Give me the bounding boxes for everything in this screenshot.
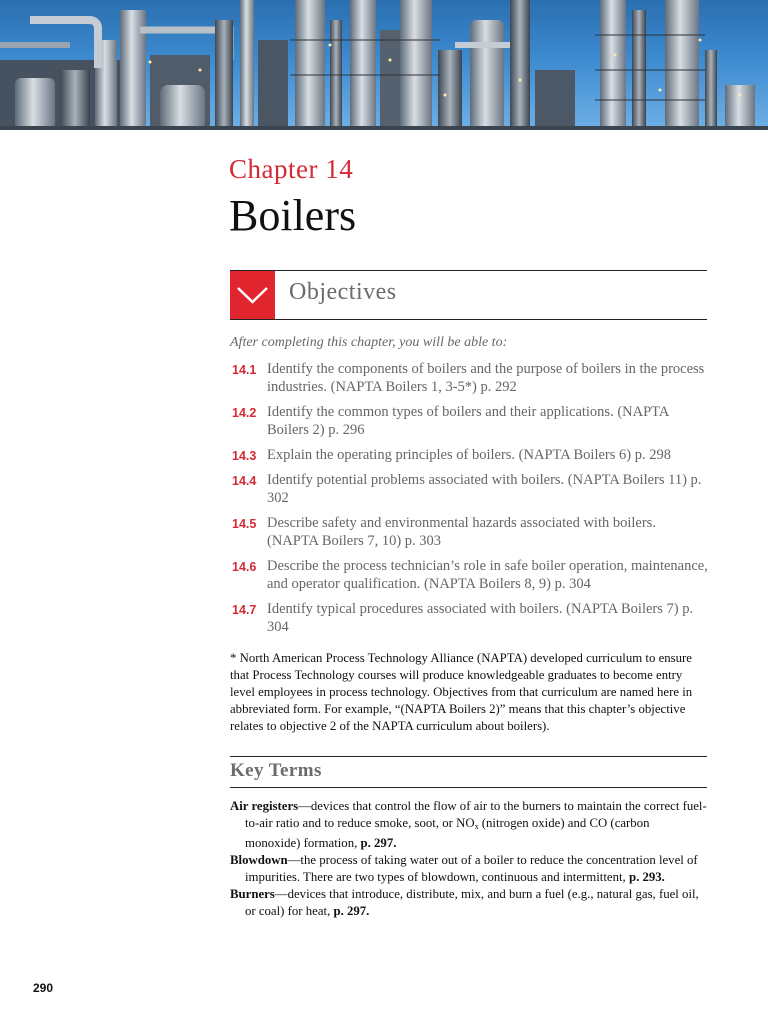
objective-text: Explain the operating principles of boilers. (NAPTA Boilers 6) p. 298: [267, 447, 671, 463]
header-banner-image: [0, 0, 768, 130]
key-term-page: p. 297.: [333, 904, 370, 918]
objective-number: 14.6: [232, 560, 257, 574]
objective-item: [230, 360, 710, 396]
objective-text: Identify typical procedures associated with boilers. (NAPTA Boilers 7) p. 304: [267, 601, 694, 635]
objective-item: [230, 557, 710, 593]
key-term-page: p. 293.: [628, 870, 665, 884]
objective-item: [230, 514, 710, 550]
objective-number: 14.3: [232, 449, 257, 463]
key-term-name: Blowdown: [230, 853, 288, 867]
chevron-down-icon: [230, 271, 275, 319]
chapter-title: Boilers: [229, 191, 357, 240]
key-term-definition: —the process of taking water out of a boiler to reduce the concentration level of impurities. There are two types of blowdown, continuous and intermittent,: [245, 853, 698, 884]
objective-number: 14.1: [232, 363, 257, 377]
objectives-list: [230, 360, 710, 643]
objective-text: Describe safety and environmental hazards associated with boilers. (NAPTA Boilers 7, 10) p. 303: [267, 515, 656, 549]
objective-item: [230, 600, 710, 636]
napta-footnote: * North American Process Technology Alliance (NAPTA) developed curriculum to ensure that Process Technology courses will produce knowledgeable graduates to become entry level employees in process technology. Objectives from that curriculum are named here in abbreviated form. For example, “(NAPTA Boilers 2)” means that this chapter’s objective relates to objective 2 of the NAPTA curriculum about boilers).: [230, 651, 693, 733]
objective-number: 14.2: [232, 406, 257, 420]
chapter-number: Chapter 14: [229, 154, 354, 184]
objective-text: Describe the process technician’s role in safe boiler operation, maintenance, and operator qualification. (NAPTA Boilers 8, 9) p. 304: [267, 558, 708, 592]
key-term-definition: —devices that control the flow of air to the burners to maintain the correct fuel-to-air ratio and to reduce smoke, soot, or NO: [245, 799, 707, 830]
objectives-intro: After completing this chapter, you will be able to:: [230, 335, 508, 350]
objective-item: [230, 446, 710, 464]
objective-number: 14.7: [232, 603, 257, 617]
refinery-illustration: [0, 0, 768, 130]
key-terms-heading: Key Terms: [230, 760, 322, 781]
key-term-entry: [230, 798, 708, 852]
objective-text: Identify the common types of boilers and their applications. (NAPTA Boilers 2) p. 296: [267, 404, 669, 438]
key-term-page: p. 297.: [360, 836, 397, 850]
key-term-definition-cont: (nitrogen oxide) and CO (carbon monoxide) formation,: [245, 816, 650, 850]
key-term-name: Air registers: [230, 799, 299, 813]
key-term-subscript: x: [474, 822, 479, 831]
objectives-heading: Objectives: [289, 279, 397, 305]
key-terms-list: [230, 798, 708, 920]
objective-number: 14.4: [232, 474, 257, 488]
objective-item: [230, 471, 710, 507]
key-terms-header: [230, 756, 707, 788]
key-term-definition: —devices that introduce, distribute, mix, and burn a fuel (e.g., natural gas, fuel oil, or coal) for heat,: [245, 887, 699, 918]
objective-text: Identify the components of boilers and the purpose of boilers in the process industries. (NAPTA Boilers 1, 3-5*) p. 292: [267, 361, 705, 395]
key-term-name: Burners: [230, 887, 275, 901]
page-number: 290: [33, 981, 54, 995]
objective-item: [230, 403, 710, 439]
key-term-entry: [230, 852, 708, 886]
key-term-entry: [230, 886, 708, 920]
objective-text: Identify potential problems associated with boilers. (NAPTA Boilers 11) p. 302: [267, 472, 702, 506]
objective-number: 14.5: [232, 517, 257, 531]
objectives-header: [230, 270, 707, 320]
